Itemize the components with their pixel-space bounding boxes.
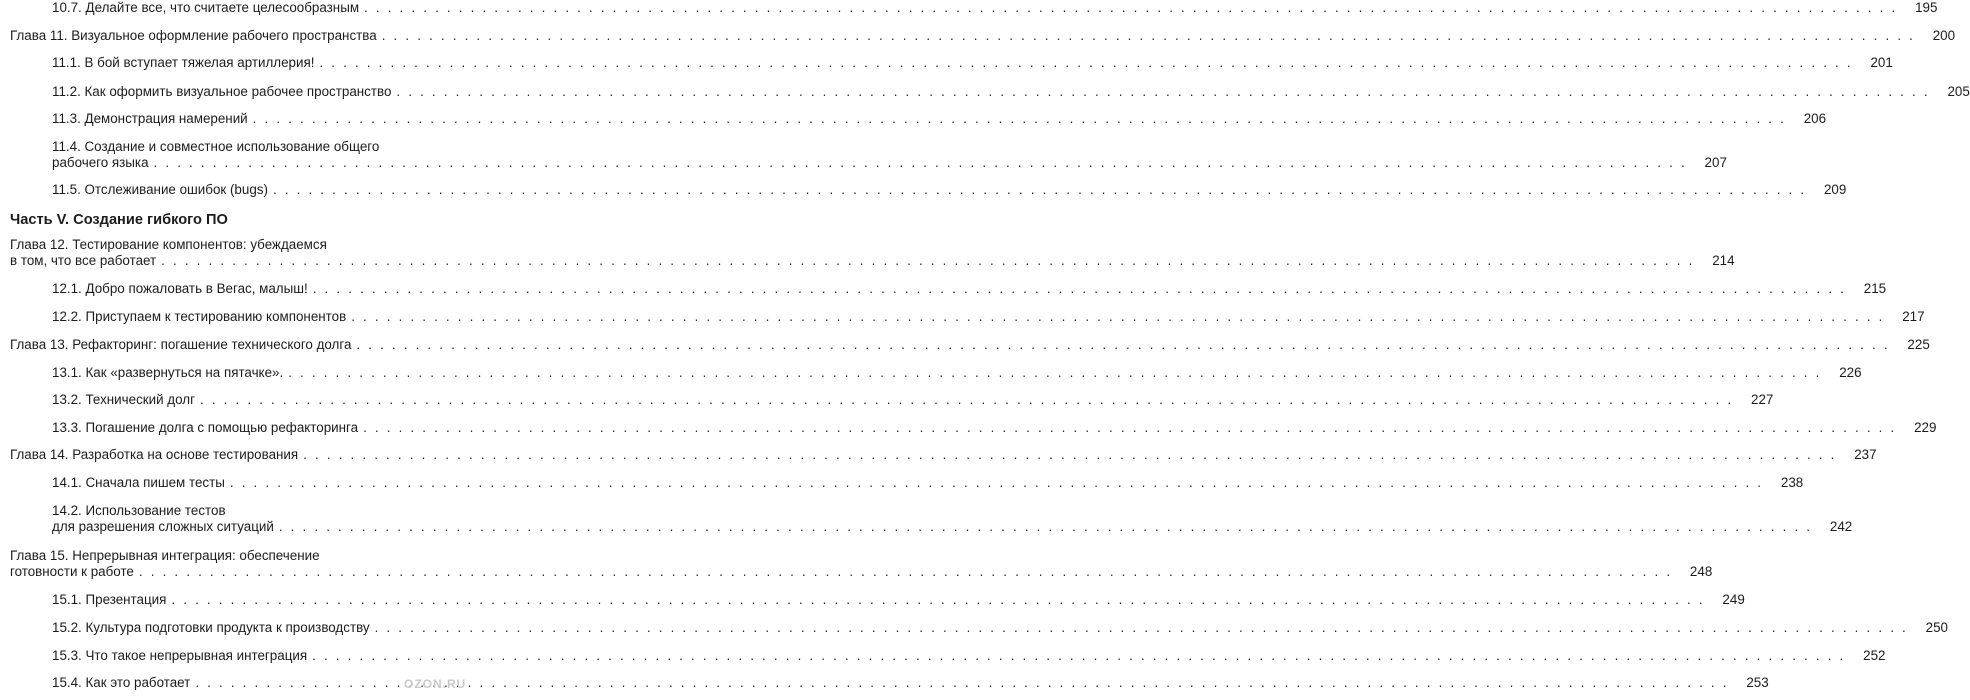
entry-page: 209 xyxy=(1823,182,1847,197)
toc-entry xyxy=(0,475,1804,491)
entry-title: 12.2. Приступаем к тестированию компонентов xyxy=(52,309,347,324)
entry-title: 15.2. Культура подготовки продукта к производству xyxy=(52,620,370,635)
toc-entry xyxy=(0,365,1862,381)
entry-title: 14.1. Сначала пишем тесты xyxy=(52,475,225,490)
entry-title: в том, что все работает xyxy=(10,253,157,268)
entry-title: 15.3. Что такое непрерывная интеграция xyxy=(52,648,308,663)
toc-entry xyxy=(0,55,1893,71)
toc-entry xyxy=(0,337,1930,353)
toc-entry xyxy=(0,447,1877,463)
entry-page: 217 xyxy=(1902,309,1925,324)
entry-page: 253 xyxy=(1746,675,1769,690)
entry-title: 15.1. Презентация xyxy=(52,592,167,607)
entry-title: 11.4. Создание и совместное использование общего xyxy=(52,139,380,154)
entry-page: 229 xyxy=(1914,420,1937,435)
entry-title: готовности к работе xyxy=(10,564,134,579)
toc-entry xyxy=(0,548,1713,580)
entry-page: 201 xyxy=(1870,55,1893,70)
entry-title: 13.2. Технический долг xyxy=(52,392,195,407)
entry-title: 14.2. Использование тестов xyxy=(52,503,226,518)
entry-title: Глава 11. Визуальное оформление рабочего пространства xyxy=(10,28,377,43)
entry-page: 226 xyxy=(1839,365,1862,380)
entry-page: 215 xyxy=(1863,281,1887,296)
entry-title: 15.4. Как это работает xyxy=(52,675,191,690)
toc-entry xyxy=(0,111,1827,127)
entry-page: 242 xyxy=(1829,519,1853,534)
entry-title: Глава 14. Разработка на основе тестирования xyxy=(10,447,299,462)
toc-entry xyxy=(0,503,1853,535)
toc-entry xyxy=(0,182,1847,198)
entry-page: 237 xyxy=(1854,447,1877,462)
toc-entry xyxy=(0,392,1774,408)
entry-page: 214 xyxy=(1712,253,1735,268)
entry-title: для разрешения сложных ситуаций xyxy=(52,519,274,534)
toc-entry xyxy=(0,309,1925,325)
entry-title: рабочего языка xyxy=(52,155,149,170)
entry-title: 13.3. Погашение долга с помощью рефакторинга xyxy=(52,420,359,435)
entry-page: 205 xyxy=(1947,84,1970,99)
entry-page: 227 xyxy=(1751,392,1774,407)
entry-page: 249 xyxy=(1722,592,1745,607)
entry-page: 200 xyxy=(1932,28,1956,43)
entry-page: 250 xyxy=(1925,620,1948,635)
entry-page: 252 xyxy=(1863,648,1886,663)
entry-title: 11.5. Отслеживание ошибок (bugs) xyxy=(52,182,268,197)
entry-title: Глава 12. Тестирование компонентов: убеждаемся xyxy=(10,237,327,252)
toc-entry xyxy=(0,675,1769,691)
entry-page: 207 xyxy=(1704,155,1727,170)
toc-entry xyxy=(0,281,1887,297)
entry-title: Глава 13. Рефакторинг: погашение технического долга xyxy=(10,337,352,352)
toc-entry xyxy=(0,420,1937,436)
toc-entry xyxy=(0,620,1948,636)
toc-entry xyxy=(0,139,1727,171)
entry-title: Глава 15. Непрерывная интеграция: обеспечение xyxy=(10,548,320,563)
toc-entry xyxy=(0,28,1956,44)
entry-title: 11.2. Как оформить визуальное рабочее пространство xyxy=(52,84,392,99)
toc-entry xyxy=(0,648,1886,664)
entry-page: 206 xyxy=(1803,111,1827,126)
toc-entry xyxy=(0,84,1970,100)
toc-entry xyxy=(0,0,1938,16)
part-heading: Часть V. Создание гибкого ПО xyxy=(10,212,228,228)
entry-title: 11.1. В бой вступает тяжелая артиллерия! xyxy=(52,55,315,70)
entry-title: 10.7. Делайте все, что считаете целесообразным xyxy=(52,0,360,15)
toc-entry xyxy=(0,237,1735,269)
toc-entry xyxy=(0,592,1745,608)
entry-title: 13.1. Как «развернуться на пятачке». xyxy=(52,365,284,380)
watermark: OZON.RU xyxy=(404,677,467,691)
entry-title: 12.1. Добро пожаловать в Вегас, малыш! xyxy=(52,281,308,296)
entry-title: 11.3. Демонстрация намерений xyxy=(52,111,248,126)
entry-page: 238 xyxy=(1780,475,1804,490)
entry-page: 225 xyxy=(1907,337,1930,352)
entry-page: 195 xyxy=(1915,0,1938,15)
entry-page: 248 xyxy=(1689,564,1713,579)
